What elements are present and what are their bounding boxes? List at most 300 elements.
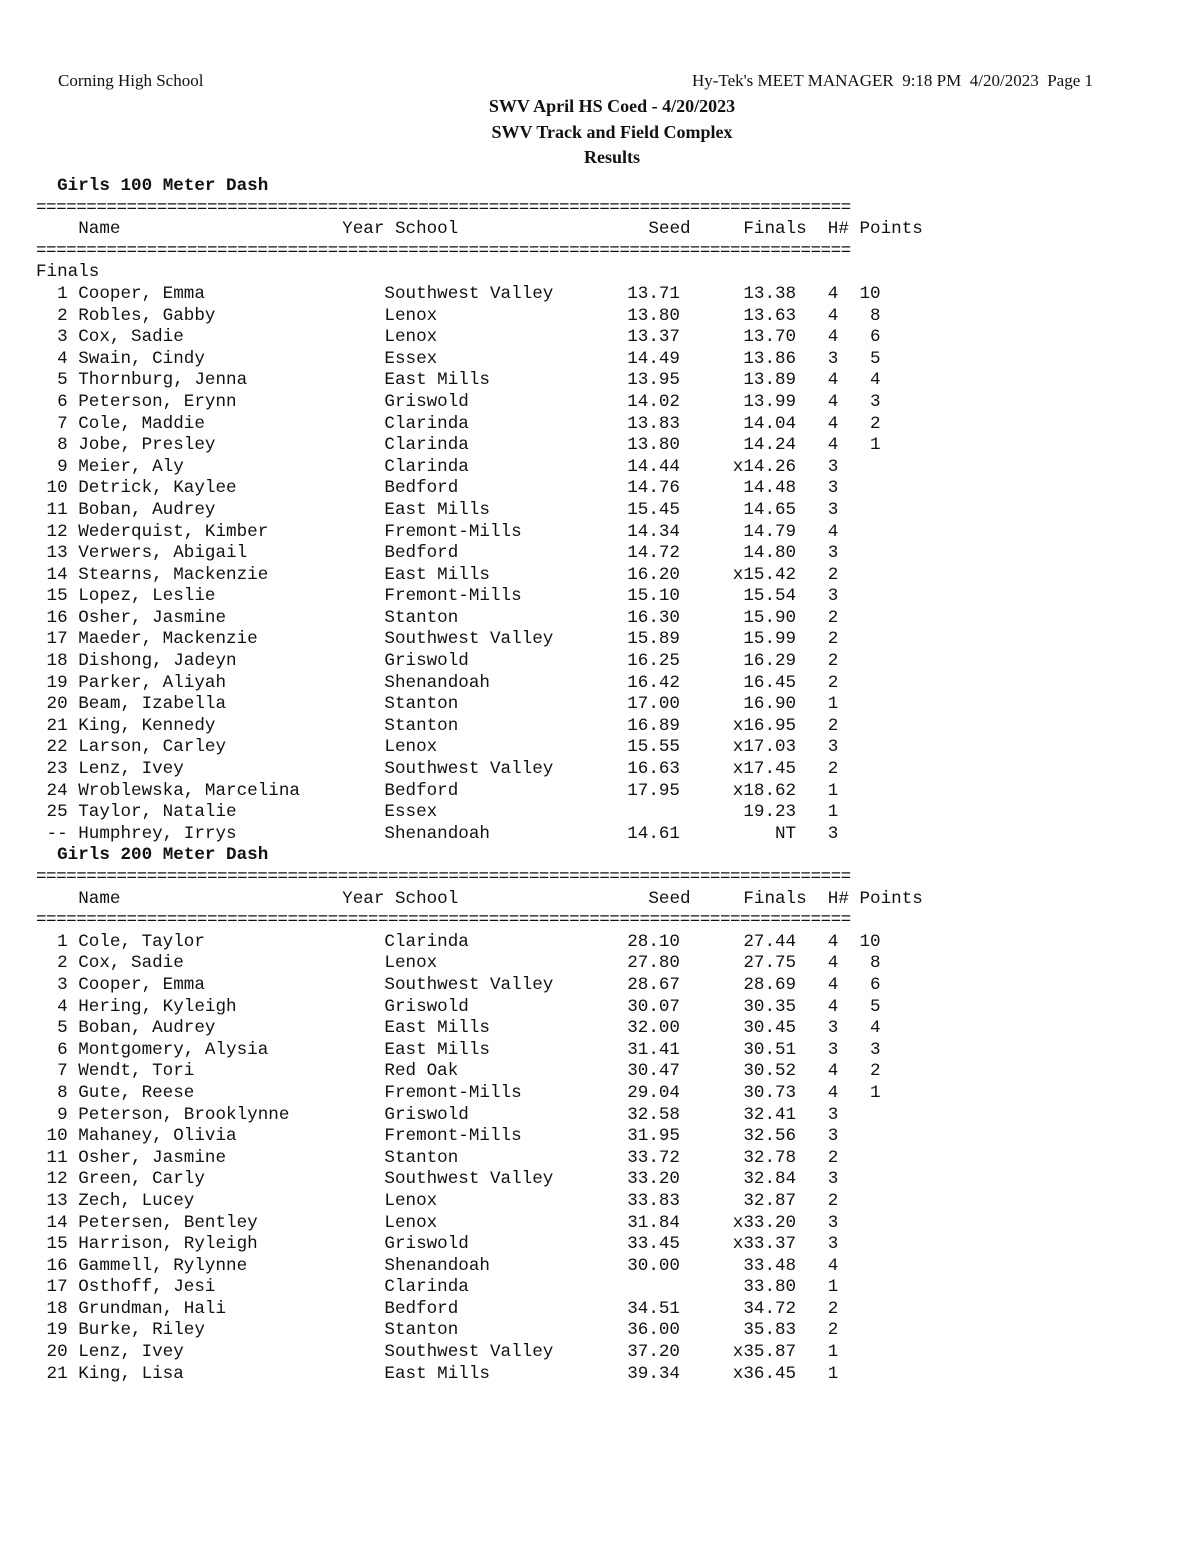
result-row: [36, 565, 923, 587]
final-time: 30.73: [743, 1082, 797, 1103]
place: 21: [46, 715, 68, 736]
heat-number: 3: [827, 1234, 839, 1255]
place: 15: [46, 1234, 68, 1255]
event-section: [36, 176, 923, 845]
seed-time: 13.37: [627, 327, 680, 348]
athlete-name: Dishong, Jadeyn: [78, 651, 237, 672]
athlete-name: Osher, Jasmine: [78, 1147, 227, 1168]
seed-time: 33.72: [627, 1147, 680, 1168]
result-row: [36, 392, 923, 414]
column-header-row: [36, 219, 923, 241]
final-time: 30.51: [743, 1039, 797, 1060]
place: 18: [46, 651, 68, 672]
points: 8: [870, 305, 881, 326]
place: 5: [57, 370, 68, 391]
place: 5: [57, 1018, 68, 1039]
final-time: 13.89: [743, 370, 797, 391]
result-row: [36, 694, 923, 716]
athlete-name: Peterson, Erynn: [78, 391, 237, 412]
points: 6: [870, 327, 881, 348]
result-row: [36, 543, 923, 565]
seed-time: 13.80: [627, 305, 680, 326]
heat-number: 1: [827, 1277, 839, 1298]
points: 4: [870, 1018, 881, 1039]
result-row: [36, 1191, 923, 1213]
points: 6: [870, 974, 881, 995]
heat-number: 2: [827, 672, 839, 693]
result-row: [36, 759, 923, 781]
school: Red Oak: [384, 1061, 459, 1082]
final-time: 33.80: [743, 1277, 797, 1298]
place: 6: [57, 391, 68, 412]
school: Griswold: [384, 1104, 469, 1125]
school: Clarinda: [384, 931, 469, 952]
athlete-name: Montgomery, Alysia: [78, 1039, 269, 1060]
heat-number: 4: [827, 305, 839, 326]
heat-number: 2: [827, 564, 839, 585]
seed-time: 31.95: [627, 1126, 680, 1147]
seed-time: 16.30: [627, 607, 680, 628]
seed-time: 16.25: [627, 651, 680, 672]
place: 12: [46, 1169, 68, 1190]
heat-number: 4: [827, 931, 839, 952]
place: 3: [57, 327, 68, 348]
heat-number: 1: [827, 1363, 839, 1384]
seed-time: 29.04: [627, 1082, 680, 1103]
athlete-name: Mahaney, Olivia: [78, 1126, 237, 1147]
final-time: 16.90: [743, 694, 797, 715]
separator-line: =================================================================================: [36, 867, 851, 887]
seed-time: 33.45: [627, 1234, 680, 1255]
result-row: [36, 1299, 923, 1321]
athlete-name: Zech, Lucey: [78, 1190, 195, 1211]
school: Essex: [384, 802, 438, 823]
result-row: [36, 1061, 923, 1083]
seed-time: 32.00: [627, 1018, 680, 1039]
place: 14: [46, 564, 68, 585]
final-time: 15.54: [743, 586, 797, 607]
school: Southwest Valley: [384, 759, 554, 780]
athlete-name: Green, Carly: [78, 1169, 205, 1190]
school: East Mills: [384, 1039, 490, 1060]
result-row: [36, 1126, 923, 1148]
seed-time: 36.00: [627, 1320, 680, 1341]
column-header-school: School: [394, 219, 459, 240]
heat-number: 4: [827, 283, 839, 304]
result-row: [36, 673, 923, 695]
result-row: [36, 1040, 923, 1062]
column-header-finals: Finals: [743, 888, 807, 909]
points: 10: [859, 931, 881, 952]
final-time: 35.83: [743, 1320, 797, 1341]
heat-number: 4: [827, 974, 839, 995]
seed-time: 17.00: [627, 694, 680, 715]
final-time: x14.26: [732, 456, 797, 477]
place: 17: [46, 1277, 68, 1298]
athlete-name: King, Lisa: [78, 1363, 184, 1384]
result-row: [36, 586, 923, 608]
seed-time: 16.89: [627, 715, 680, 736]
school: Southwest Valley: [384, 283, 554, 304]
seed-time: 30.07: [627, 996, 680, 1017]
final-time: 30.52: [743, 1061, 797, 1082]
final-time: 30.45: [743, 1018, 797, 1039]
final-time: NT: [775, 823, 797, 844]
seed-time: 15.45: [627, 499, 680, 520]
report-titles: [0, 94, 1200, 171]
place: 19: [46, 672, 68, 693]
athlete-name: Larson, Carley: [78, 737, 227, 758]
athlete-name: Thornburg, Jenna: [78, 370, 248, 391]
athlete-name: Beam, Izabella: [78, 694, 227, 715]
seed-time: 14.76: [627, 478, 680, 499]
result-row: [36, 284, 923, 306]
place: 8: [57, 435, 68, 456]
school: Stanton: [384, 694, 459, 715]
school: Lenox: [384, 1190, 438, 1211]
seed-time: 13.71: [627, 283, 680, 304]
seed-time: 14.72: [627, 543, 680, 564]
result-row: [36, 1148, 923, 1170]
final-time: 14.65: [743, 499, 797, 520]
column-header-seed: Seed: [648, 888, 691, 909]
seed-time: 16.20: [627, 564, 680, 585]
event-title: [36, 845, 923, 867]
final-time: 14.48: [743, 478, 797, 499]
heat-number: 3: [827, 543, 839, 564]
athlete-name: Humphrey, Irrys: [78, 823, 237, 844]
athlete-name: Verwers, Abigail: [78, 543, 248, 564]
heat-number: 2: [827, 629, 839, 650]
athlete-name: Boban, Audrey: [78, 1018, 216, 1039]
points: 2: [870, 1061, 881, 1082]
final-time: 14.79: [743, 521, 797, 542]
seed-time: 32.58: [627, 1104, 680, 1125]
final-time: x17.45: [732, 759, 797, 780]
school: Clarinda: [384, 1277, 469, 1298]
athlete-name: Cooper, Emma: [78, 283, 205, 304]
event-section: [36, 845, 923, 1385]
school: Stanton: [384, 715, 459, 736]
heat-number: 1: [827, 694, 839, 715]
heat-number: 4: [827, 413, 839, 434]
school: Shenandoah: [384, 672, 490, 693]
athlete-name: Cox, Sadie: [78, 953, 184, 974]
result-row: [36, 1320, 923, 1342]
result-row: [36, 370, 923, 392]
final-time: 16.29: [743, 651, 797, 672]
final-time: x36.45: [732, 1363, 797, 1384]
result-row: [36, 1213, 923, 1235]
final-time: 32.41: [743, 1104, 797, 1125]
final-time: x33.37: [732, 1234, 797, 1255]
place: 22: [46, 737, 68, 758]
place: 8: [57, 1082, 68, 1103]
heat-number: 1: [827, 802, 839, 823]
heat-number: 3: [827, 1126, 839, 1147]
final-time: x17.03: [732, 737, 797, 758]
heat-number: 2: [827, 1298, 839, 1319]
final-time: 13.86: [743, 348, 797, 369]
heat-number: 3: [827, 1169, 839, 1190]
separator-line: =================================================================================: [36, 240, 851, 261]
final-time: 19.23: [743, 802, 797, 823]
heat-number: 2: [827, 759, 839, 780]
place: 12: [46, 521, 68, 542]
seed-time: 39.34: [627, 1363, 680, 1384]
result-row: [36, 608, 923, 630]
column-header-school: School: [394, 888, 459, 909]
final-time: x18.62: [732, 780, 797, 801]
final-time: 14.80: [743, 543, 797, 564]
seed-time: 28.10: [627, 931, 680, 952]
final-time: 16.45: [743, 672, 797, 693]
athlete-name: Gammell, Rylynne: [78, 1255, 248, 1276]
place: 10: [46, 1126, 68, 1147]
column-header-name: Name: [78, 888, 121, 909]
column-header-year: Year: [342, 219, 385, 240]
report-type-title: Results: [583, 147, 640, 167]
heat-number: 4: [827, 996, 839, 1017]
school: Fremont-Mills: [384, 521, 522, 542]
result-row: [36, 716, 923, 738]
event-title-text: Girls 200 Meter Dash: [57, 845, 269, 866]
points: 3: [870, 391, 881, 412]
athlete-name: Lopez, Leslie: [78, 586, 216, 607]
heat-number: 4: [827, 1082, 839, 1103]
school: East Mills: [384, 1363, 490, 1384]
athlete-name: Robles, Gabby: [78, 305, 216, 326]
athlete-name: Detrick, Kaylee: [78, 478, 237, 499]
result-row: [36, 1342, 923, 1364]
place: 9: [57, 1104, 68, 1125]
seed-time: 16.63: [627, 759, 680, 780]
seed-time: 33.20: [627, 1169, 680, 1190]
place: 11: [46, 1147, 68, 1168]
school: East Mills: [384, 499, 490, 520]
result-row: [36, 1364, 923, 1386]
result-row: [36, 306, 923, 328]
athlete-name: Maeder, Mackenzie: [78, 629, 258, 650]
heat-number: 4: [827, 953, 839, 974]
school: East Mills: [384, 564, 490, 585]
final-time: 13.99: [743, 391, 797, 412]
event-title-text: Girls 100 Meter Dash: [57, 176, 269, 196]
heat-number: 4: [827, 370, 839, 391]
final-time: x15.42: [732, 564, 797, 585]
heat-number: 3: [827, 737, 839, 758]
place: 3: [57, 974, 68, 995]
school: Griswold: [384, 1234, 469, 1255]
result-row: [36, 737, 923, 759]
place: 13: [46, 1190, 68, 1211]
seed-time: 31.84: [627, 1212, 680, 1233]
school: Griswold: [384, 391, 469, 412]
school: Lenox: [384, 327, 438, 348]
athlete-name: Wederquist, Kimber: [78, 521, 269, 542]
athlete-name: King, Kennedy: [78, 715, 216, 736]
seed-time: 14.02: [627, 391, 680, 412]
seed-time: 13.95: [627, 370, 680, 391]
athlete-name: Swain, Cindy: [78, 348, 205, 369]
column-header-row: [36, 889, 923, 911]
result-row: [36, 349, 923, 371]
athlete-name: Cox, Sadie: [78, 327, 184, 348]
result-row: [36, 1234, 923, 1256]
heat-number: 3: [827, 1018, 839, 1039]
final-time: 32.78: [743, 1147, 797, 1168]
points: 1: [870, 435, 881, 456]
place: --: [46, 823, 68, 844]
school: Bedford: [384, 780, 459, 801]
seed-time: 33.83: [627, 1190, 680, 1211]
school: Shenandoah: [384, 1255, 490, 1276]
school: Essex: [384, 348, 438, 369]
school: Fremont-Mills: [384, 586, 522, 607]
seed-time: 31.41: [627, 1039, 680, 1060]
school: Lenox: [384, 305, 438, 326]
place: 18: [46, 1298, 68, 1319]
place: 20: [46, 694, 68, 715]
heat-number: 2: [827, 607, 839, 628]
athlete-name: Peterson, Brooklynne: [78, 1104, 290, 1125]
final-time: x35.87: [732, 1342, 797, 1363]
final-time: 30.35: [743, 996, 797, 1017]
school: Griswold: [384, 651, 469, 672]
place: 20: [46, 1342, 68, 1363]
result-row: [36, 478, 923, 500]
result-row: [36, 975, 923, 997]
athlete-name: Stearns, Mackenzie: [78, 564, 269, 585]
final-time: 13.38: [743, 283, 797, 304]
heat-number: 3: [827, 478, 839, 499]
final-time: 27.75: [743, 953, 797, 974]
place: 15: [46, 586, 68, 607]
seed-time: 14.61: [627, 823, 680, 844]
venue-title: SWV Track and Field Complex: [491, 121, 733, 142]
place: 23: [46, 759, 68, 780]
column-header-finals: Finals: [743, 219, 807, 240]
heat-number: 4: [827, 1061, 839, 1082]
heat-number: 2: [827, 1190, 839, 1211]
athlete-name: Lenz, Ivey: [78, 1342, 184, 1363]
result-row: [36, 932, 923, 954]
athlete-name: Boban, Audrey: [78, 499, 216, 520]
heat-number: 2: [827, 1147, 839, 1168]
school: East Mills: [384, 1018, 490, 1039]
column-header-seed: Seed: [648, 219, 691, 240]
result-row: [36, 997, 923, 1019]
result-row: [36, 629, 923, 651]
place: 4: [57, 348, 68, 369]
result-row: [36, 1256, 923, 1278]
seed-time: 30.00: [627, 1255, 680, 1276]
athlete-name: Parker, Aliyah: [78, 672, 227, 693]
result-row: [36, 1277, 923, 1299]
heat-number: 3: [827, 1104, 839, 1125]
heat-number: 2: [827, 715, 839, 736]
athlete-name: Osthoff, Jesi: [78, 1277, 216, 1298]
final-time: 14.24: [743, 435, 797, 456]
seed-time: 13.83: [627, 413, 680, 434]
school: Southwest Valley: [384, 629, 554, 650]
result-row: [36, 824, 923, 846]
heat-number: 3: [827, 586, 839, 607]
athlete-name: Wroblewska, Marcelina: [78, 780, 300, 801]
athlete-name: Meier, Aly: [78, 456, 184, 477]
heat-number: 4: [827, 1255, 839, 1276]
seed-time: 14.34: [627, 521, 680, 542]
seed-time: 17.95: [627, 780, 680, 801]
final-time: 28.69: [743, 974, 797, 995]
athlete-name: Petersen, Bentley: [78, 1212, 258, 1233]
heat-number: 3: [827, 456, 839, 477]
seed-time: 30.47: [627, 1061, 680, 1082]
athlete-name: Jobe, Presley: [78, 435, 216, 456]
column-header-points: Points: [859, 219, 923, 240]
place: 16: [46, 1255, 68, 1276]
heat-number: 1: [827, 780, 839, 801]
heat-number: 3: [827, 823, 839, 844]
school: Fremont-Mills: [384, 1126, 522, 1147]
school: Lenox: [384, 737, 438, 758]
event-title: [36, 176, 923, 198]
school: Fremont-Mills: [384, 1082, 522, 1103]
points: 1: [870, 1082, 881, 1103]
points: 4: [870, 370, 881, 391]
place: 19: [46, 1320, 68, 1341]
points: 5: [870, 348, 881, 369]
result-row: [36, 435, 923, 457]
place: 13: [46, 543, 68, 564]
seed-time: 37.20: [627, 1342, 680, 1363]
seed-time: 27.80: [627, 953, 680, 974]
column-header-name: Name: [78, 219, 121, 240]
seed-time: 14.49: [627, 348, 680, 369]
heat-number: 3: [827, 1039, 839, 1060]
place: 9: [57, 456, 68, 477]
athlete-name: Harrison, Ryleigh: [78, 1234, 258, 1255]
points: 2: [870, 413, 881, 434]
result-row: [36, 522, 923, 544]
school: Clarinda: [384, 413, 469, 434]
points: 5: [870, 996, 881, 1017]
result-row: [36, 1018, 923, 1040]
athlete-name: Lenz, Ivey: [78, 759, 184, 780]
athlete-name: Osher, Jasmine: [78, 607, 227, 628]
separator-line: =================================================================================: [36, 910, 851, 931]
final-time: 27.44: [743, 931, 797, 952]
final-time: x16.95: [732, 715, 797, 736]
place: 4: [57, 996, 68, 1017]
place: 21: [46, 1363, 68, 1384]
column-header-heat: H#: [827, 888, 849, 909]
athlete-name: Taylor, Natalie: [78, 802, 237, 823]
place: 7: [57, 1061, 68, 1082]
separator-line: =================================================================================: [36, 197, 851, 218]
meet-title: SWV April HS Coed - 4/20/2023: [488, 96, 736, 116]
results-report: [36, 176, 923, 1385]
place: 25: [46, 802, 68, 823]
seed-time: 15.10: [627, 586, 680, 607]
result-row: [36, 781, 923, 803]
school: Shenandoah: [384, 823, 490, 844]
final-time: 32.87: [743, 1190, 797, 1211]
place: 10: [46, 478, 68, 499]
school: Bedford: [384, 478, 459, 499]
place: 6: [57, 1039, 68, 1060]
result-row: [36, 651, 923, 673]
